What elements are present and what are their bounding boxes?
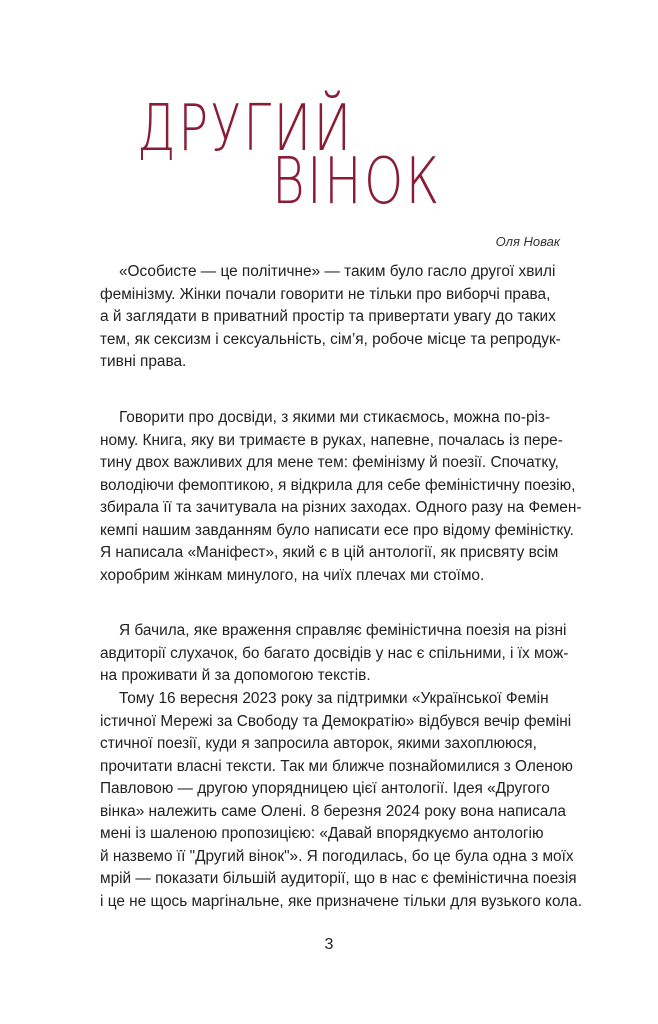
page-number: 3 xyxy=(324,936,334,953)
text-line: а й заглядати в приватний простір та привертати увагу до таких xyxy=(100,308,556,325)
text-line: прочитати власні тексти. Так ми ближче познайомилися з Оленою xyxy=(100,757,573,775)
text-line: Я бачила, яке враження справляє феміністична поезія на різні xyxy=(119,622,567,639)
text-line: мені із шаленою пропозицією: «Давай впорядкуємо антологію xyxy=(100,825,544,842)
text-line: володіючи фемоптикою, я відкрила для себе феміністичну поезію, xyxy=(100,476,576,494)
paragraph-1 xyxy=(100,261,560,374)
text-line: й назвемо її "Другий вінок"». Я погодилась, бо це була одна з моїх xyxy=(100,847,574,865)
text-line: Тому 16 вересня 2023 року за підтримки «Української Фемін xyxy=(119,690,549,707)
text-line: вінка» належить саме Олені. 8 березня 2024 року вона написала xyxy=(100,802,566,820)
text-line: авдиторії слухачок, бо багато досвідів у нас є спільними, і їх мож- xyxy=(100,644,569,662)
text-line: істичної Мережі за Свободу та Демократію» відбувся вечір феміні xyxy=(100,712,572,730)
text-line: Павловою — другою упорядницею цієї антології. Ідея «Другого xyxy=(100,780,550,797)
text-line: Я написала «Маніфест», який є в цій антології, як присвяту всім xyxy=(100,544,559,561)
title-line-2: ВІНОК xyxy=(272,145,442,219)
author-name: Оля Новак xyxy=(495,234,560,249)
text-line: тивні права. xyxy=(100,353,187,370)
text-line: тину двох важливих для мене тем: фемінізму й поезії. Спочатку, xyxy=(100,454,559,471)
title-line-1: ДРУГИЙ xyxy=(137,92,354,166)
text-line: ному. Книга, яку ви тримаєте в руках, напевне, почалась із пере- xyxy=(100,431,563,449)
paragraph-2 xyxy=(100,407,582,587)
text-line: на проживати й за допомогою текстів. xyxy=(100,667,371,684)
text-line: збирала її та зачитувала на різних заходах. Одного разу на Фемен- xyxy=(100,499,582,516)
text-line: фемінізму. Жінки почали говорити не тільки про виборчі права, xyxy=(100,285,551,303)
text-line: мрій — показати більшій аудиторії, що в нас є феміністична поезія xyxy=(100,870,577,887)
text-line: кемпі нашим завданням було написати есе про відому феміністку. xyxy=(100,521,574,539)
paragraph-4 xyxy=(100,688,582,913)
text-line: Говорити про досвіди, з якими ми стикаємось, можна по-різ- xyxy=(119,409,551,426)
text-line: «Особисте — це політичне» — таким було гасло другої хвилі xyxy=(119,263,556,280)
text-line: і це не щось маргінальне, яке призначене тільки для вузького кола. xyxy=(100,892,582,910)
text-line: стичної поезії, куди я запросила авторок, якими захоплююся, xyxy=(100,735,537,752)
text-line: тем, як сексизм і сексуальність, сім’я, робоче місце та репродук- xyxy=(100,330,561,348)
text-line: хоробрим жінкам минулого, на чиїх плечах ми стоїмо. xyxy=(100,566,485,584)
paragraph-3 xyxy=(100,620,569,688)
